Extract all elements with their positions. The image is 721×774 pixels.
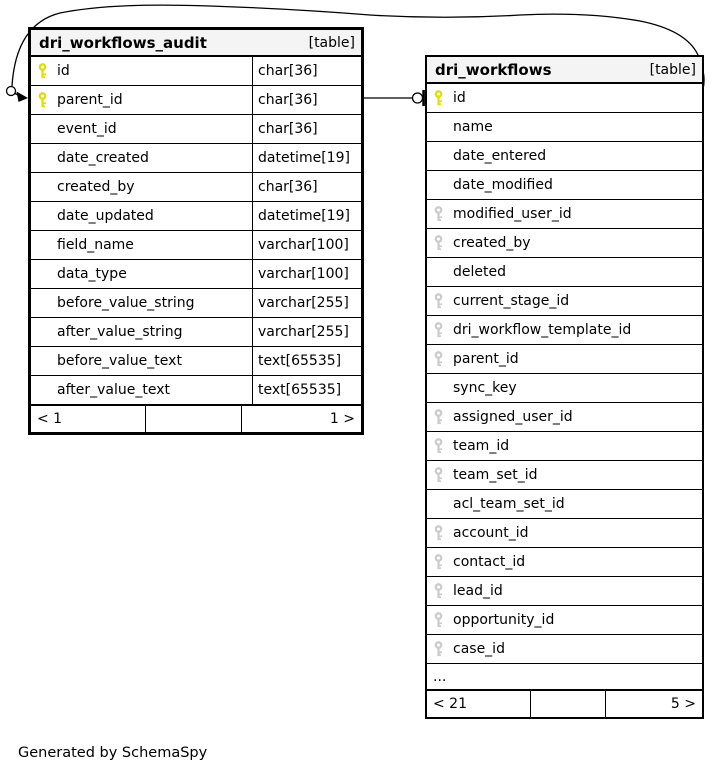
- key-slot-empty: [38, 237, 47, 253]
- column-name-cell: [31, 260, 252, 288]
- foreign-key-icon: [434, 438, 443, 454]
- column-row-name: [427, 113, 702, 142]
- column-type: char[36]: [252, 173, 361, 201]
- column-name-cell: [427, 606, 702, 634]
- generated-by-text: Generated by SchemaSpy: [18, 745, 208, 761]
- column-row-contact_id: [427, 548, 702, 577]
- edge-arrowhead: [17, 92, 29, 103]
- column-row-team_id: [427, 432, 702, 461]
- column-name: before_value_string: [57, 295, 195, 311]
- column-name: after_value_string: [57, 324, 183, 340]
- column-row-date_modified: [427, 171, 702, 200]
- column-type: varchar[100]: [252, 260, 361, 288]
- column-name-cell: [31, 144, 252, 172]
- column-name: data_type: [57, 266, 127, 282]
- column-row-after_value_string: [31, 318, 361, 347]
- column-row-current_stage_id: [427, 287, 702, 316]
- key-slot-empty: [38, 382, 47, 398]
- column-row-sync_key: [427, 374, 702, 403]
- column-name-cell: [427, 519, 702, 547]
- column-name: opportunity_id: [453, 612, 555, 628]
- table-title[interactable]: dri_workflows_audit: [39, 33, 207, 52]
- column-name: modified_user_id: [453, 206, 572, 222]
- table-type-badge: [table]: [308, 34, 355, 51]
- column-name: team_set_id: [453, 467, 538, 483]
- column-type: char[36]: [252, 86, 361, 114]
- column-name-cell: [427, 635, 702, 663]
- primary-key-icon: [38, 63, 47, 79]
- column-name-cell: [427, 316, 702, 344]
- column-row-id: [427, 84, 702, 113]
- column-row-date_entered: [427, 142, 702, 171]
- column-row-created_by: [31, 173, 361, 202]
- column-name: team_id: [453, 438, 510, 454]
- column-type: text[65535]: [252, 376, 361, 404]
- key-slot-empty: [434, 496, 443, 512]
- foreign-key-icon: [434, 351, 443, 367]
- column-name: dri_workflow_template_id: [453, 322, 632, 338]
- foreign-key-icon: [434, 641, 443, 657]
- column-name-cell: [31, 115, 252, 143]
- column-name-cell: [31, 376, 252, 404]
- column-row-before_value_string: [31, 289, 361, 318]
- table-title[interactable]: dri_workflows: [435, 60, 552, 79]
- column-row-case_id: [427, 635, 702, 664]
- table-footer: [427, 690, 702, 717]
- foreign-key-icon: [434, 467, 443, 483]
- column-name-cell: [427, 577, 702, 605]
- edge-audit-parent-id-to-workflows-id: [358, 90, 424, 106]
- footer-left-count: < 1: [37, 411, 63, 427]
- column-name-cell: [31, 57, 252, 85]
- column-type: char[36]: [252, 57, 361, 85]
- column-name-cell: [31, 86, 252, 114]
- footer-left-count: < 21: [433, 696, 467, 712]
- column-name: date_modified: [453, 177, 553, 193]
- column-name-cell: [427, 142, 702, 170]
- column-row-assigned_user_id: [427, 403, 702, 432]
- column-row-before_value_text: [31, 347, 361, 376]
- column-row-dri_workflow_template_id: [427, 316, 702, 345]
- key-slot-empty: [38, 295, 47, 311]
- column-name: contact_id: [453, 554, 526, 570]
- column-name-cell: [427, 229, 702, 257]
- column-name-cell: [31, 318, 252, 346]
- column-name-cell: [427, 258, 702, 286]
- footer-middle-cell: [530, 691, 606, 717]
- foreign-key-icon: [434, 525, 443, 541]
- column-name: id: [453, 90, 466, 106]
- key-slot-empty: [434, 148, 443, 164]
- table-footer: [31, 405, 361, 432]
- column-row-acl_team_set_id: [427, 490, 702, 519]
- column-name-cell: [427, 432, 702, 460]
- key-slot-empty: [38, 150, 47, 166]
- column-row-field_name: [31, 231, 361, 260]
- table-columns: [31, 57, 361, 405]
- edge-circle-endpoint: [7, 87, 16, 96]
- column-name-cell: [31, 289, 252, 317]
- primary-key-icon: [434, 90, 443, 106]
- column-name-cell: [31, 347, 252, 375]
- column-name: acl_team_set_id: [453, 496, 565, 512]
- column-row-modified_user_id: [427, 200, 702, 229]
- column-name: before_value_text: [57, 353, 182, 369]
- column-name: assigned_user_id: [453, 409, 573, 425]
- column-name: created_by: [453, 235, 531, 251]
- column-type: datetime[19]: [252, 144, 361, 172]
- foreign-key-icon: [434, 612, 443, 628]
- footer-middle-cell: [145, 406, 242, 432]
- foreign-key-icon: [434, 583, 443, 599]
- column-name-cell: [427, 113, 702, 141]
- column-name: parent_id: [453, 351, 519, 367]
- column-type: varchar[100]: [252, 231, 361, 259]
- column-type: char[36]: [252, 115, 361, 143]
- column-row-id: [31, 57, 361, 86]
- foreign-key-icon: [434, 235, 443, 251]
- column-name-cell: [31, 202, 252, 230]
- column-name-cell: [427, 287, 702, 315]
- column-name-cell: [427, 374, 702, 402]
- table-columns: [427, 84, 702, 690]
- column-name: deleted: [453, 264, 506, 280]
- column-name-cell: [427, 171, 702, 199]
- key-slot-empty: [38, 121, 47, 137]
- column-name: current_stage_id: [453, 293, 570, 309]
- column-name-cell: [427, 490, 702, 518]
- column-name: date_created: [57, 150, 149, 166]
- foreign-key-icon: [434, 322, 443, 338]
- key-slot-empty: [434, 264, 443, 280]
- key-slot-empty: [38, 266, 47, 282]
- column-row-created_by: [427, 229, 702, 258]
- column-name: lead_id: [453, 583, 503, 599]
- column-type: text[65535]: [252, 347, 361, 375]
- column-row-parent_id: [31, 86, 361, 115]
- column-row-date_created: [31, 144, 361, 173]
- foreign-key-icon: [434, 409, 443, 425]
- edge-circle-endpoint: [413, 93, 423, 103]
- foreign-key-icon: [434, 206, 443, 222]
- column-type: varchar[255]: [252, 289, 361, 317]
- column-row-deleted: [427, 258, 702, 287]
- column-name: name: [453, 119, 493, 135]
- column-row-parent_id: [427, 345, 702, 374]
- column-name-cell: [427, 548, 702, 576]
- key-slot-empty: [38, 179, 47, 195]
- column-name: case_id: [453, 641, 505, 657]
- column-name: date_updated: [57, 208, 154, 224]
- foreign-key-icon: [434, 293, 443, 309]
- key-slot-empty: [38, 324, 47, 340]
- column-name-cell: [31, 173, 252, 201]
- column-row-date_updated: [31, 202, 361, 231]
- column-row-lead_id: [427, 577, 702, 606]
- key-slot-empty: [434, 177, 443, 193]
- column-name-cell: [427, 403, 702, 431]
- key-slot-empty: [38, 208, 47, 224]
- column-name-cell: [427, 461, 702, 489]
- column-row-account_id: [427, 519, 702, 548]
- key-slot-empty: [434, 380, 443, 396]
- column-name: id: [57, 63, 70, 79]
- column-name-cell: [427, 84, 702, 112]
- column-name: date_entered: [453, 148, 547, 164]
- footer-right-count: 1 >: [329, 411, 355, 427]
- column-name: after_value_text: [57, 382, 170, 398]
- column-name: parent_id: [57, 92, 123, 108]
- column-name-cell: [427, 345, 702, 373]
- table-header[interactable]: [427, 57, 702, 84]
- column-name: field_name: [57, 237, 134, 253]
- footer-right-count: 5 >: [670, 696, 696, 712]
- table-node-dri-workflows-audit[interactable]: [28, 27, 364, 435]
- column-name: event_id: [57, 121, 117, 137]
- key-slot-empty: [434, 119, 443, 135]
- column-name: created_by: [57, 179, 135, 195]
- table-header[interactable]: [31, 30, 361, 57]
- column-row-event_id: [31, 115, 361, 144]
- column-name: account_id: [453, 525, 529, 541]
- column-row-data_type: [31, 260, 361, 289]
- key-slot-empty: [38, 353, 47, 369]
- foreign-key-icon: [434, 554, 443, 570]
- column-name-cell: [31, 231, 252, 259]
- primary-key-icon: [38, 92, 47, 108]
- table-type-badge: [table]: [649, 61, 696, 78]
- more-columns-ellipsis: ...: [427, 664, 702, 690]
- column-row-opportunity_id: [427, 606, 702, 635]
- column-type: datetime[19]: [252, 202, 361, 230]
- table-node-dri-workflows[interactable]: [425, 55, 704, 719]
- column-type: varchar[255]: [252, 318, 361, 346]
- column-row-team_set_id: [427, 461, 702, 490]
- column-name: sync_key: [453, 380, 517, 396]
- column-row-after_value_text: [31, 376, 361, 405]
- column-name-cell: [427, 200, 702, 228]
